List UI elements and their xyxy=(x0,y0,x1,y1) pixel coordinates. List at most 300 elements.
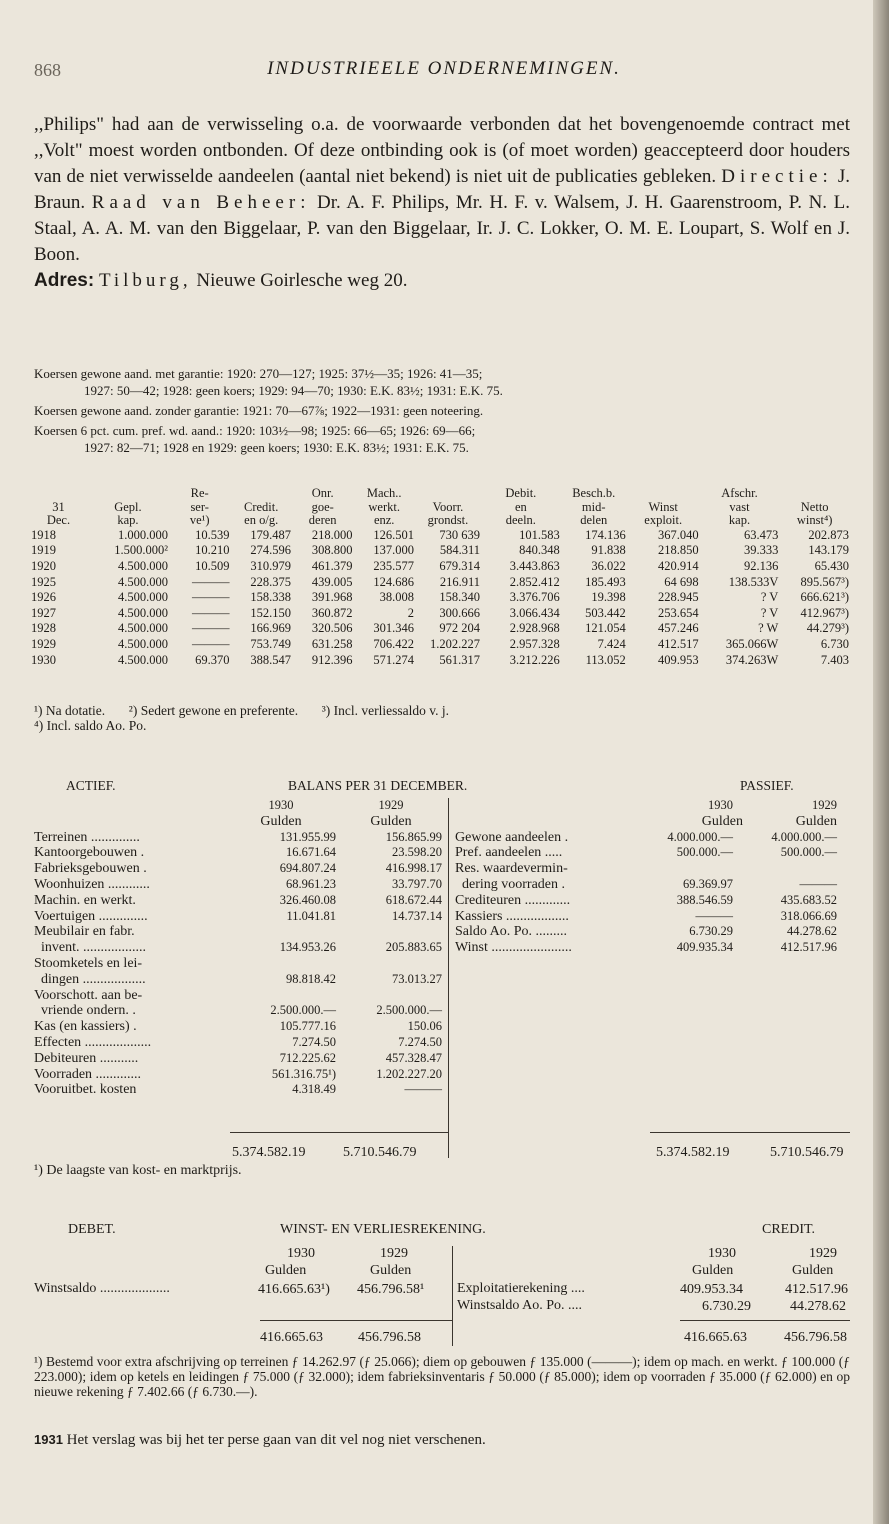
adres-city: Tilburg, xyxy=(98,270,192,291)
balance-item-value: 457.328.47 xyxy=(385,1050,442,1065)
balance-item-value: 11.041.81 xyxy=(286,908,336,923)
table-cell: 3.443.863 xyxy=(509,558,560,573)
actief-table xyxy=(34,798,446,1098)
table-cell: 6.730 xyxy=(820,636,849,651)
balance-item-value xyxy=(643,861,747,877)
table-cell: 137.000 xyxy=(373,543,414,558)
table-cell: 1919 xyxy=(31,543,56,558)
table-cell: Mach.. xyxy=(366,486,402,500)
table-cell: en xyxy=(514,499,527,514)
balance-item-label: Pref. aandeelen ..... xyxy=(455,845,563,861)
table-cell: 3.066.434 xyxy=(509,605,560,620)
unit-header: Gulden xyxy=(260,813,302,829)
year-header: 1930 xyxy=(708,798,733,812)
balance-item-value: 500.000.— xyxy=(780,845,837,860)
table-cell: 4.500.000 xyxy=(117,574,168,589)
table-cell: 666.621³) xyxy=(800,590,849,605)
balance-row xyxy=(455,909,837,925)
balance-item-label: Fabrieksgebouwen . xyxy=(34,861,147,877)
balance-item-value: 561.316.75¹) xyxy=(271,1066,336,1081)
table-cell: Onr. xyxy=(311,486,334,500)
unit-header: Gulden xyxy=(701,813,743,829)
table-cell: 1926 xyxy=(31,590,56,605)
balance-item-value: 2.500.000.— xyxy=(270,1003,336,1018)
passief-label: PASSIEF. xyxy=(740,778,794,793)
balance-item-value: ——— xyxy=(695,908,733,923)
table-cell: 185.493 xyxy=(585,574,626,589)
table-cell: 631.258 xyxy=(311,636,353,651)
quotes-block xyxy=(34,365,850,459)
balance-row xyxy=(34,1019,446,1035)
quote-text: Koersen gewone aand. met garantie: 1920: 270—127; 1925: 37½—35; 1926: 41—35; xyxy=(34,366,483,381)
table-cell: 152.150 xyxy=(250,605,291,620)
pl-rule-left xyxy=(260,1320,452,1321)
table-cell: 2.928.968 xyxy=(509,621,560,636)
table-row xyxy=(30,590,850,606)
balance-row xyxy=(34,893,446,909)
balance-row xyxy=(34,1035,446,1051)
balance-item-label: Voorraden ............. xyxy=(34,1066,142,1082)
balance-item-value: 14.737.14 xyxy=(392,908,442,923)
balance-item-label: Gewone aandeelen . xyxy=(455,829,569,845)
table-cell: 412.967³) xyxy=(800,605,849,620)
balance-row xyxy=(455,877,837,893)
table-cell: 10.539 xyxy=(195,527,230,542)
pl-title: WINST- EN VERLIESREKENING. xyxy=(280,1222,486,1237)
page-title: INDUSTRIEELE ONDERNEMINGEN. xyxy=(267,58,621,79)
balance-item-value xyxy=(336,924,446,940)
table-cell: 301.346 xyxy=(373,621,414,636)
table-cell: 412.517 xyxy=(658,636,699,651)
table-cell: 101.583 xyxy=(519,527,560,542)
balance-item-value: 2.500.000.— xyxy=(376,1003,442,1018)
table-cell: 274.596 xyxy=(250,543,291,558)
table-cell: 388.547 xyxy=(250,652,291,667)
directie-label: Directie: xyxy=(721,166,833,187)
table-cell: 1918 xyxy=(31,527,56,542)
table-cell: winst⁴) xyxy=(796,513,833,528)
year-header: 1930 xyxy=(708,1246,736,1261)
balance-item-value: 205.883.65 xyxy=(385,940,442,955)
adres-label: Adres: xyxy=(34,270,95,291)
table-cell: 39.333 xyxy=(743,543,779,558)
table-cell: 216.911 xyxy=(439,574,480,589)
table-cell: Netto xyxy=(800,499,829,514)
note: ⁴) Incl. saldo Ao. Po. xyxy=(34,718,147,733)
table-cell: Re- xyxy=(190,486,209,500)
balance-item-label: Voertuigen .............. xyxy=(34,908,148,924)
pl-total: 456.796.58 xyxy=(358,1330,421,1345)
balance-right xyxy=(455,798,837,956)
balance-item-label: Winst ....................... xyxy=(455,940,572,956)
table-cell: 420.914 xyxy=(658,558,699,573)
balance-item-value: 435.683.52 xyxy=(780,892,837,907)
quote-text: Koersen gewone aand. zonder garantie: 1921: 70—67⅞; 1922—1931: geen noteering. xyxy=(34,403,484,418)
table-cell: 3.212.226 xyxy=(509,652,560,667)
table-cell: ——— xyxy=(191,621,230,636)
balance-item-label: dingen .................. xyxy=(34,971,146,987)
table-cell: 457.246 xyxy=(658,621,699,636)
balance-row xyxy=(34,1051,446,1067)
table-cell: 1920 xyxy=(31,558,56,573)
winstsaldo-1929: 456.796.58¹ xyxy=(357,1282,425,1297)
table-cell: 4.500.000 xyxy=(117,636,168,651)
intro-paragraph xyxy=(34,112,850,268)
balance-item-value: 416.998.17 xyxy=(385,861,442,876)
table-cell: 4.500.000 xyxy=(117,590,168,605)
table-row xyxy=(30,637,850,653)
year-header: 1930 xyxy=(287,1246,315,1261)
balance-item-value xyxy=(226,988,336,1004)
balance-item-value: 16.671.64 xyxy=(286,845,336,860)
table-cell: 92.136 xyxy=(743,558,779,573)
balance-total: 5.710.546.79 xyxy=(770,1145,844,1160)
table-cell: ? V xyxy=(760,590,779,605)
table-cell: 179.487 xyxy=(250,527,291,542)
pl-total: 456.796.58 xyxy=(784,1330,847,1345)
balance-item-label: Terreinen .............. xyxy=(34,829,140,845)
table-cell: 1929 xyxy=(31,636,56,651)
table-cell: 1.000.000 xyxy=(117,527,168,542)
balance-item-label: Saldo Ao. Po. ......... xyxy=(455,924,568,940)
adres-street: Nieuwe Goirlesche weg 20. xyxy=(196,270,408,291)
balance-item-label: Kassiers .................. xyxy=(455,908,569,924)
table-cell: 7.424 xyxy=(597,636,626,651)
table-cell: Dec. xyxy=(46,513,71,528)
table-cell: 4.500.000 xyxy=(117,652,168,667)
table-cell: 31 xyxy=(52,499,65,514)
balance-item-value: 388.546.59 xyxy=(676,892,733,907)
table-cell: 300.666 xyxy=(439,605,480,620)
table-cell: ser- xyxy=(190,499,209,514)
balance-item-value xyxy=(336,956,446,972)
balance-row xyxy=(34,924,446,940)
table-cell: 69.370 xyxy=(195,652,230,667)
table-cell: 409.953 xyxy=(658,652,699,667)
table-cell: 895.567³) xyxy=(800,574,849,589)
balance-item-value: 4.000.000.— xyxy=(667,829,733,844)
table-cell: Debit. xyxy=(505,486,537,500)
pl-footnote: ¹) Bestemd voor extra afschrijving op terreinen ƒ 14.262.97 (ƒ 25.066); diem op gebouwen ƒ 135.000 (———); idem op mach. en werkt. ƒ 100.000 (ƒ 223.000); idem op ketels en leidingen ƒ 75.000 (ƒ 32.000); idem fabrieksinventaris ƒ 50.000 (ƒ 85.000); idem op voorraden ƒ 35.000 (ƒ 62.000) en op nieuwe rekening ƒ 7.402.66 (ƒ 6.730.—). xyxy=(34,1354,850,1399)
table-cell: Credit. xyxy=(244,499,279,514)
balance-item-value: 98.818.42 xyxy=(286,971,336,986)
directie-value: J. Braun. xyxy=(34,166,851,213)
page-header xyxy=(34,58,854,86)
table-cell: 706.422 xyxy=(373,636,414,651)
table-cell: 10.210 xyxy=(195,543,230,558)
balance-item-label: Crediteuren ............. xyxy=(455,892,571,908)
table-cell: 63.473 xyxy=(743,527,779,542)
balance-row xyxy=(34,830,446,846)
closing-text: Het verslag was bij het ter perse gaan van dit vel nog niet verschenen. xyxy=(66,1432,486,1448)
table-cell: Gepl. xyxy=(114,499,142,514)
balance-item-value xyxy=(747,861,837,877)
table-cell: ——— xyxy=(191,636,230,651)
year-header: 1930 xyxy=(268,798,294,812)
balance-total: 5.374.582.19 xyxy=(656,1145,730,1160)
table-cell: ? V xyxy=(760,605,779,620)
table-cell: 1930 xyxy=(31,652,56,667)
balance-row xyxy=(34,1082,446,1098)
table-cell: 4.500.000 xyxy=(117,558,168,573)
table-cell xyxy=(87,487,169,501)
figures-table xyxy=(30,487,850,668)
table-cell: 253.654 xyxy=(658,605,699,620)
table-cell: 44.279³) xyxy=(806,621,849,636)
year-header: 1929 xyxy=(809,1246,837,1261)
table-cell: 391.968 xyxy=(311,590,353,605)
unit-header: Gulden xyxy=(792,1263,834,1278)
table-cell: 218.000 xyxy=(311,527,353,542)
balance-row xyxy=(34,940,446,956)
balance-item-value: 4.000.000.— xyxy=(771,829,837,844)
balance-item-value: 33.797.70 xyxy=(392,876,442,891)
winstsaldo-ao-label: Winstsaldo Ao. Po. .... xyxy=(457,1298,583,1313)
table-row xyxy=(30,528,850,544)
table-cell: 158.338 xyxy=(250,590,291,605)
table-cell: 308.800 xyxy=(311,543,353,558)
balance-left xyxy=(34,798,446,1098)
balance-row xyxy=(34,909,446,925)
table-cell: 3.376.706 xyxy=(509,590,560,605)
table-cell: 4.500.000 xyxy=(117,621,168,636)
balance-item-value: 73.013.27 xyxy=(392,971,442,986)
table-cell: 158.340 xyxy=(439,590,480,605)
passief-table xyxy=(455,798,837,956)
table-cell: ——— xyxy=(191,574,230,589)
table-cell: enz. xyxy=(373,513,395,528)
balance-item-label: Effecten ................... xyxy=(34,1034,152,1050)
table-cell: mid- xyxy=(581,499,606,514)
unit-header: Gulden xyxy=(795,813,837,829)
table-cell xyxy=(415,487,481,501)
table-cell: 228.945 xyxy=(658,590,699,605)
exploitatie-1930: 409.953.34 xyxy=(680,1282,743,1297)
table-row xyxy=(30,653,850,669)
table-cell: 840.348 xyxy=(519,543,560,558)
balance-total: 5.374.582.19 xyxy=(232,1145,306,1160)
quote-text: Koersen 6 pct. cum. pref. wd. aand.: 1920: 103½—98; 1925: 66—65; 1926: 69—66; xyxy=(34,423,476,438)
balance-row xyxy=(34,1003,446,1019)
quote-line xyxy=(34,402,850,419)
table-cell: 365.066W xyxy=(725,636,779,651)
balance-item-value: 105.777.16 xyxy=(279,1019,336,1034)
pl-rule-right xyxy=(680,1320,850,1321)
table-cell: ——— xyxy=(191,605,230,620)
balance-total: 5.710.546.79 xyxy=(343,1145,417,1160)
balance-item-value: 326.460.08 xyxy=(279,892,336,907)
table-cell: 138.533V xyxy=(728,574,779,589)
table-row xyxy=(30,606,850,622)
table-cell: goe- xyxy=(311,499,334,514)
winstsaldo-ao-1930: 6.730.29 xyxy=(702,1299,751,1314)
table-cell: 126.501 xyxy=(373,527,414,542)
balance-item-value: ——— xyxy=(404,1082,442,1097)
balance-row xyxy=(34,972,446,988)
table-cell: kap. xyxy=(117,513,139,528)
balance-item-value: 156.865.99 xyxy=(385,829,442,844)
balance-item-value xyxy=(226,956,336,972)
table-cell: 310.979 xyxy=(250,558,291,573)
table-cell: 439.005 xyxy=(311,574,353,589)
table-cell: ? W xyxy=(758,621,779,636)
balance-row xyxy=(34,956,446,972)
table-cell xyxy=(627,487,700,501)
table-cell: 65.430 xyxy=(814,558,849,573)
balance-item-value: 150.06 xyxy=(407,1019,442,1034)
winstsaldo-label: Winstsaldo .................... xyxy=(34,1281,170,1296)
balance-header xyxy=(34,778,850,796)
table-cell: 124.686 xyxy=(373,574,414,589)
closing-note xyxy=(34,1431,850,1449)
raad-label: Raad van Beheer: xyxy=(91,192,311,213)
balance-item-label: Res. waardevermin- xyxy=(455,861,568,877)
intro-sentence: ,,Philips" had aan de verwisseling o.a. de voorwaarde verbonden dat het bovengenoemde contract met ,,Volt" moest worden ontbonden. Of deze ontbinding ook is (of moet worden) geaccepteerd door houders van de niet verwisselde aandeelen (aantal niet bekend) is niet uit de publicaties gebleken. xyxy=(34,114,850,187)
balance-item-label: Woonhuizen ............ xyxy=(34,876,150,892)
table-cell: 584.311 xyxy=(439,543,480,558)
note: ¹) Na dotatie. xyxy=(34,703,106,718)
balance-item-label: Vooruitbet. kosten xyxy=(34,1082,137,1098)
winstsaldo-ao-1929: 44.278.62 xyxy=(790,1299,846,1314)
table-cell: 1927 xyxy=(31,605,56,620)
table-cell: 113.052 xyxy=(585,652,626,667)
balance-item-value: 694.807.24 xyxy=(279,861,336,876)
note: ³) Incl. verliessaldo v. j. xyxy=(321,703,450,718)
balance-item-label: Debiteuren ........... xyxy=(34,1050,139,1066)
table-row xyxy=(30,575,850,591)
table-cell: 91.838 xyxy=(591,543,626,558)
balance-item-value: 7.274.50 xyxy=(292,1034,336,1049)
year-header: 1929 xyxy=(812,798,837,812)
table-notes xyxy=(34,703,850,733)
table-cell: 36.022 xyxy=(591,558,626,573)
table-cell: deren xyxy=(308,513,337,528)
quote-text: 1927: 82—71; 1928 en 1929: geen koers; 1930: E.K. 83½; 1931: E.K. 75. xyxy=(84,440,469,455)
balance-row xyxy=(455,845,837,861)
balance-item-value: 7.274.50 xyxy=(398,1034,442,1049)
table-cell: 2.852.412 xyxy=(509,574,560,589)
exploitatie-1929: 412.517.96 xyxy=(785,1282,848,1297)
table-cell: 7.403 xyxy=(820,652,849,667)
exploitatie-label: Exploitatierekening .... xyxy=(457,1281,585,1296)
balance-item-value: 412.517.96 xyxy=(780,940,837,955)
table-cell xyxy=(30,487,87,501)
unit-header: Gulden xyxy=(370,1263,412,1278)
table-cell: ve¹) xyxy=(189,513,210,528)
intro-text xyxy=(34,112,850,294)
unit-header: Gulden xyxy=(370,813,412,829)
debet-label: DEBET. xyxy=(68,1222,116,1237)
balance-item-label: Stoomketels en lei- xyxy=(34,955,143,971)
table-cell: exploit. xyxy=(644,513,683,528)
balance-item-value: 1.202.227.20 xyxy=(376,1066,442,1081)
balance-item-value xyxy=(336,988,446,1004)
balance-row xyxy=(455,940,837,956)
address-line xyxy=(34,268,850,294)
table-cell: werkt. xyxy=(368,499,400,514)
balance-item-label: dering voorraden . xyxy=(455,876,566,892)
table-cell: 730 639 xyxy=(439,527,480,542)
year-header: 1929 xyxy=(380,1246,408,1261)
balance-item-value: 618.672.44 xyxy=(385,892,442,907)
balance-row xyxy=(455,830,837,846)
balance-row xyxy=(34,861,446,877)
table-cell: 753.749 xyxy=(250,636,291,651)
balance-row xyxy=(455,893,837,909)
balance-row xyxy=(34,988,446,1004)
balance-footnote: ¹) De laagste van kost- en marktprijs. xyxy=(34,1163,242,1178)
balance-item-value: 712.225.62 xyxy=(279,1050,336,1065)
raad-value: Dr. A. F. Philips, Mr. H. F. v. Walsem, J. H. Gaarenstroom, P. N. L. Staal, A. A. M. van den Biggelaar, P. van den Biggelaar, Ir. J. C. Lokker, O. M. E. Loupart, S. Wolf en J. Boon. xyxy=(34,192,850,265)
winstsaldo-1930: 416.665.63¹) xyxy=(258,1282,330,1297)
balance-item-label: Kantoorgebouwen . xyxy=(34,845,145,861)
balance-item-value: 44.278.62 xyxy=(787,924,837,939)
table-cell: 320.506 xyxy=(311,621,353,636)
balance-title: BALANS PER 31 DECEMBER. xyxy=(288,778,468,793)
quote-line xyxy=(34,422,850,456)
table-header-row xyxy=(30,501,850,515)
balance-rule-right xyxy=(650,1132,850,1133)
quote-text: 1927: 50—42; 1928: geen koers; 1929: 94—70; 1930: E.K. 83½; 1931: E.K. 75. xyxy=(84,383,503,398)
balance-item-value: 318.066.69 xyxy=(780,908,837,923)
pl-total: 416.665.63 xyxy=(260,1330,323,1345)
balance-item-value: 409.935.34 xyxy=(676,940,733,955)
unit-header: Gulden xyxy=(265,1263,307,1278)
table-cell: Winst xyxy=(648,499,678,514)
table-cell: 461.379 xyxy=(311,558,353,573)
table-cell: delen xyxy=(580,513,608,528)
table-cell: 19.398 xyxy=(591,590,626,605)
balance-item-value: 134.953.26 xyxy=(279,940,336,955)
credit-label: CREDIT. xyxy=(762,1222,816,1237)
table-cell: 503.442 xyxy=(585,605,626,620)
table-cell: 4.500.000 xyxy=(117,605,168,620)
table-cell: 571.274 xyxy=(373,652,414,667)
balance-row xyxy=(455,861,837,877)
table-cell xyxy=(230,487,292,501)
table-header-row xyxy=(30,514,850,528)
actief-label: ACTIEF. xyxy=(66,778,116,793)
balance-item-value: 4.318.49 xyxy=(292,1082,336,1097)
table-cell: 235.577 xyxy=(373,558,414,573)
balance-item-value: ——— xyxy=(799,876,837,891)
table-cell: 367.040 xyxy=(658,527,699,542)
page-edge-shadow xyxy=(873,0,889,1524)
table-header-row xyxy=(30,487,850,501)
balance-item-label: Machin. en werkt. xyxy=(34,892,136,908)
table-cell: 1928 xyxy=(31,621,56,636)
balance-item-value: 131.955.99 xyxy=(279,829,336,844)
table-cell: 121.054 xyxy=(585,621,626,636)
table-cell: 2 xyxy=(407,605,414,620)
table-cell: 143.179 xyxy=(808,543,849,558)
table-cell: 360.872 xyxy=(311,605,353,620)
balance-item-label: Voorschott. aan be- xyxy=(34,987,143,1003)
balance-item-value: 69.369.97 xyxy=(683,876,733,891)
balance-item-label: Kas (en kassiers) . xyxy=(34,1019,137,1035)
table-cell: 174.136 xyxy=(585,527,626,542)
table-cell: 202.873 xyxy=(808,527,849,542)
table-cell: Afschr. xyxy=(721,486,758,500)
table-cell: 38.008 xyxy=(379,590,414,605)
balance-item-value xyxy=(226,924,336,940)
table-cell: 374.263W xyxy=(725,652,779,667)
table-row xyxy=(30,559,850,575)
closing-year: 1931 xyxy=(34,1432,63,1447)
table-cell: Voorr. xyxy=(432,499,464,514)
balance-item-label: Meubilair en fabr. xyxy=(34,924,135,940)
balance-item-label: vriende ondern. . xyxy=(34,1003,136,1019)
